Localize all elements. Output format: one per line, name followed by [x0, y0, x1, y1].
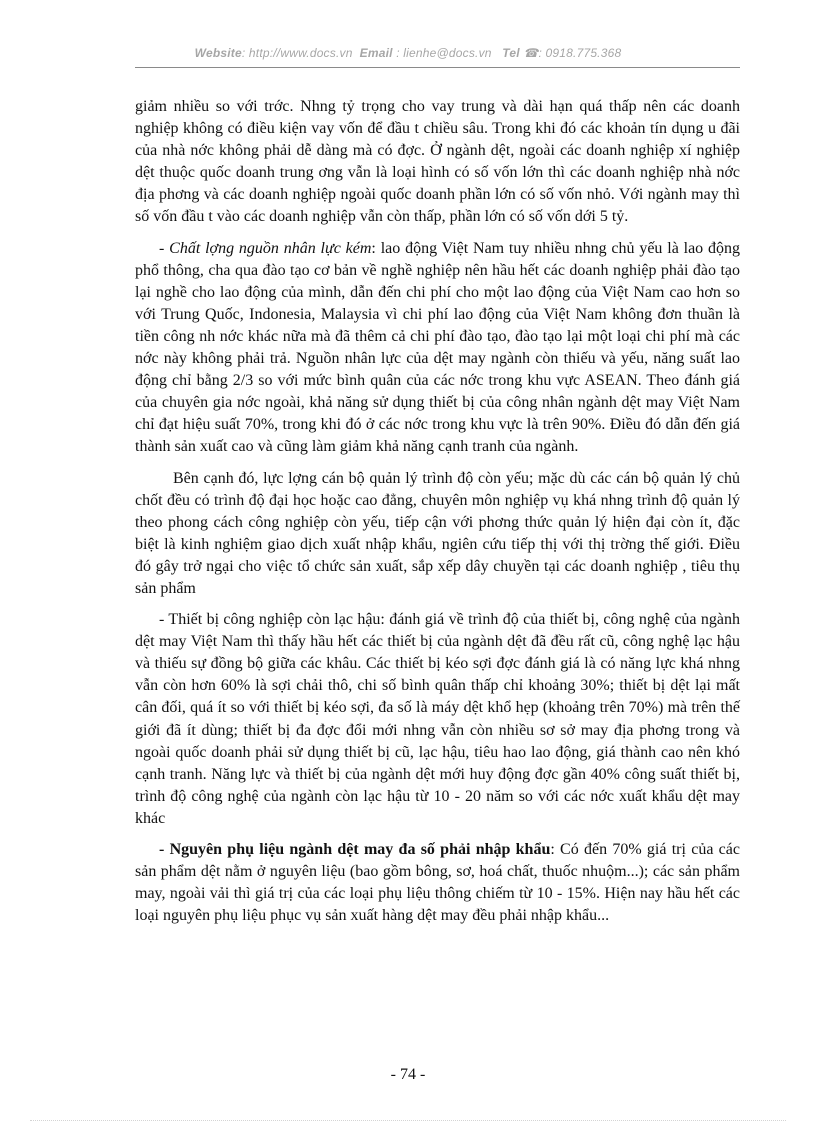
paragraph-2 — [135, 238, 740, 459]
paragraph-1-text: giảm nhiều so với trớc. Nhng tỷ trọng cho vay trung và dài hạn quá thấp nên các doanh nghiệp không có điều kiện vay vốn để đầu t chiều sâu. Trong khi đó các khoản tín dụng u đãi của nhà nớc không phải dễ dàng mà có đợc. Ở ngành dệt, ngoài các doanh nghiệp xí nghiệp dệt thuộc quốc doanh trung ơng vẫn là loại hình có số vốn lớn thì các doanh nghiệp nhà nớc địa phơng và các doanh nghiệp ngoài quốc doanh phần lớn có số vốn nhỏ. Với ngành may thì số vốn đầu t vào các doanh nghiệp vẫn còn thấp, phần lớn có số vốn dới 5 tỷ. — [135, 98, 740, 226]
paragraph-4 — [135, 609, 740, 830]
paragraph-4-text: : đánh giá về trình độ của thiết bị, công nghệ của ngành dệt may Việt Nam thì thấy hầu hết các thiết bị của ngành dệt đã đều rất cũ, công nghệ lạc hậu và thiếu sự đồng bộ giữa các khâu. Các thiết bị kéo sợi đợc đánh giá là có năng lực khá nhng vẫn còn hơn 60% là sợi chải thô, chi số bình quân thấp chỉ khoảng 30%; thiết bị dệt lại mất cân đối, quá ít so với thiết bị kéo sợi, đa số là máy dệt khổ hẹp (khoảng trên 70%) mà trên thế giới đã ít dùng; thiết bị đa đợc đổi mới nhng vẫn còn nhiều sơ sở may địa phơng trong và ngoài quốc doanh phải sử dụng thiết bị cũ, lạc hậu, tiêu hao lao động, giá thành cao nên khó cạnh tranh. Năng lực và thiết bị của ngành dệt mới huy động đợc gần 40% công suất thiết bị, trình độ công nghệ của ngành còn lạc hậu từ 10 - 20 năm so với các nớc xuất khẩu dệt may khác — [135, 611, 740, 827]
paragraph-2-text: : lao động Việt Nam tuy nhiều nhng chủ yếu là lao động phổ thông, cha qua đào tạo cơ bản về nghề nghiệp nên hầu hết các doanh nghiệp phải đào tạo lại nghề cho lao động của mình, dẫn đến chi phí cho một lao động của Việt Nam cao hơn so với Trung Quốc, Indonesia, Malaysia vì chi phí lao động của Việt Nam không đơn thuần là tiền công nh nớc khác nữa mà đã thêm cả chi phí đào tạo, đào tạo lại một loại chi phí mà các nớc này không phải trả. Nguồn nhân lực của dệt may ngành còn thiếu và yếu, năng suất lao động chỉ bằng 2/3 so với mức bình quân của các nớc trong khu vực ASEAN. Theo đánh giá của chuyên gia nớc ngoài, khả năng sử dụng thiết bị của công nhân ngành dệt may Việt Nam chỉ đạt hiệu suất 70%, trong khi đó ở các nớc trong khu vực là trên 90%. Điều đó dẫn đến giá thành sản xuất cao và cũng làm giảm khả năng cạnh tranh của ngành. — [135, 239, 740, 456]
phone-icon: ☎ — [523, 46, 539, 60]
website-label: Website — [194, 46, 242, 60]
paragraph-3 — [135, 468, 740, 601]
body-text — [135, 96, 740, 936]
email-label: Email — [359, 46, 393, 60]
header-divider — [135, 67, 740, 68]
paragraph-1 — [135, 96, 740, 229]
paragraph-3-text: Bên cạnh đó, lực lợng cán bộ quản lý trình độ còn yếu; mặc dù các cán bộ quản lý chủ chốt đều có trình độ đại học hoặc cao đẳng, chuyên môn nghiệp vụ khá nhng trình độ quản lý theo phong cách công nghiệp còn yếu, tiếp cận với phơng thức quản lý hiện đại còn ít, đặc biệt là kinh nghiệm giao dịch xuất nhập khẩu, ngiên cứu tiếp thị với thị trờng thế giới. Điều đó gây trở ngại cho việc tổ chức sản xuất, sắp xếp dây chuyền tại các doanh nghiệp , tiêu thụ sản phẩm — [135, 469, 740, 597]
website-url[interactable]: : http://www.docs.vn — [241, 46, 353, 60]
tel-label: Tel — [502, 46, 520, 60]
email-address[interactable]: : lienhe@docs.vn — [396, 46, 492, 60]
paragraph-2-heading: - Chất lợng nguồn nhân lực kém — [159, 239, 372, 257]
tel-number: : 0918.775.368 — [538, 46, 622, 60]
paragraph-5 — [135, 839, 740, 927]
page-number: - 74 - — [390, 1066, 426, 1083]
paragraph-5-heading: - Nguyên phụ liệu ngành dệt may đa số phải nhập khẩu — [159, 841, 551, 858]
paragraph-4-heading: - Thiết bị công nghiệp còn lạc hậu — [159, 611, 381, 629]
bottom-divider — [30, 1120, 786, 1121]
paragraph-5-text: : Có đến 70% giá trị của các sản phẩm dệt nằm ở nguyên liệu (bao gồm bông, sơ, hoá chất, thuốc nhuộm...); các sản phẩm may, ngoài vải thì giá trị của các loại phụ liệu thông chiếm từ 10 - 15%. Hiện nay hầu hết các loại nguyên phụ liệu phục vụ sản xuất hàng dệt may đều phải nhập khẩu... — [135, 841, 740, 925]
page-header — [0, 46, 816, 60]
